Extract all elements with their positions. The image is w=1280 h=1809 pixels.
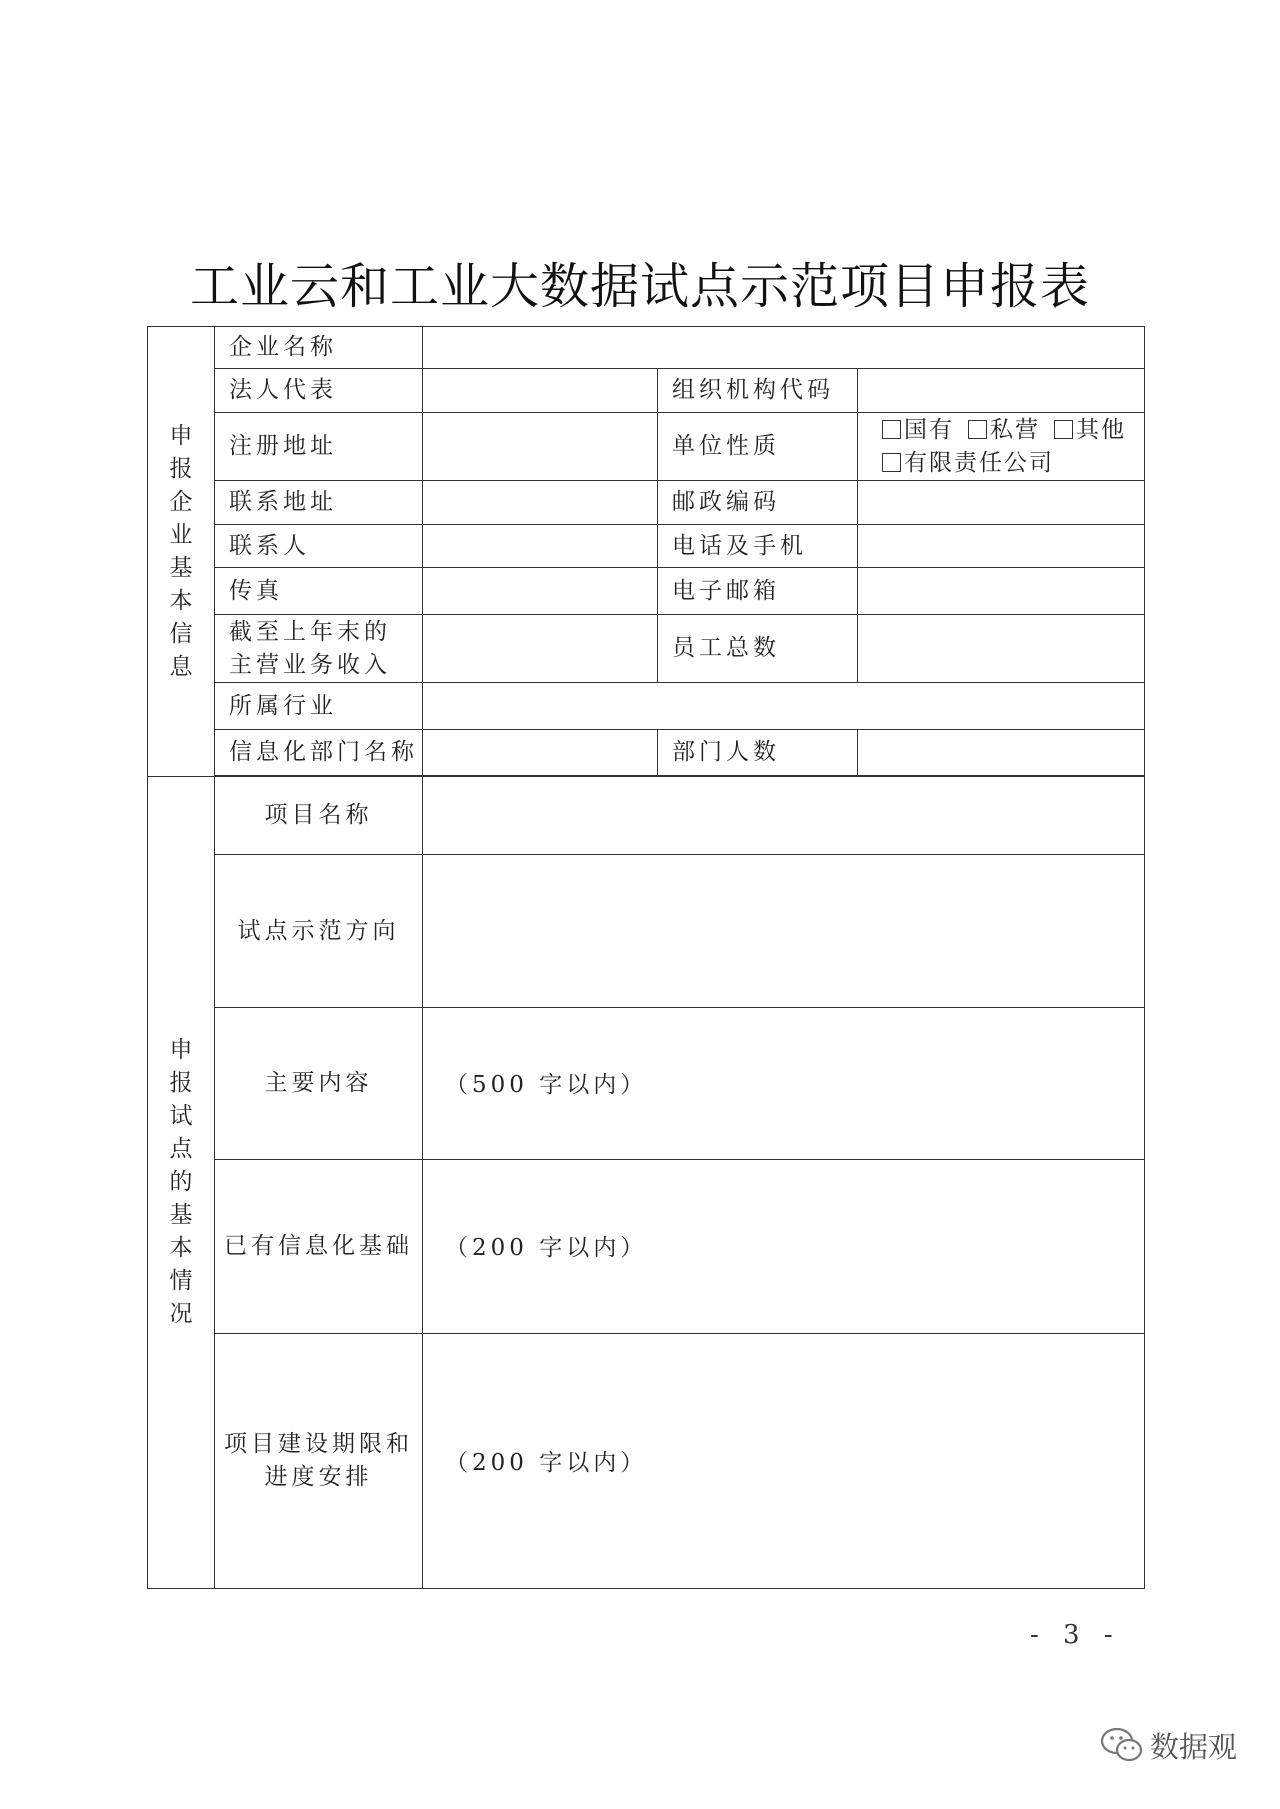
label-main-content: 主要内容 bbox=[215, 1008, 423, 1160]
field-it-foundation[interactable] bbox=[423, 1160, 1145, 1334]
watermark-text: 数据观 bbox=[1150, 1729, 1238, 1764]
label-reg-address: 注册地址 bbox=[215, 413, 423, 481]
label-direction: 试点示范方向 bbox=[215, 855, 423, 1008]
label-schedule: 项目建设期限和进度安排 bbox=[215, 1334, 423, 1589]
checkbox-icon bbox=[882, 453, 901, 472]
field-legal-rep[interactable] bbox=[423, 369, 658, 413]
label-project-name: 项目名称 bbox=[215, 777, 423, 855]
field-unit-nature bbox=[858, 413, 1145, 481]
label-contact-address: 联系地址 bbox=[215, 481, 423, 525]
label-employees: 员工总数 bbox=[658, 615, 858, 683]
field-main-content[interactable] bbox=[423, 1008, 1145, 1160]
label-legal-rep: 法人代表 bbox=[215, 369, 423, 413]
field-it-dept-name[interactable] bbox=[423, 730, 658, 776]
field-phone[interactable] bbox=[858, 525, 1145, 568]
field-contact-person[interactable] bbox=[423, 525, 658, 568]
label-revenue: 截至上年末的主营业务收入 bbox=[215, 615, 423, 683]
page-number: - 3 - bbox=[1030, 1620, 1121, 1650]
label-company-name: 企业名称 bbox=[215, 327, 423, 369]
label-unit-nature: 单位性质 bbox=[658, 413, 858, 481]
field-revenue[interactable] bbox=[423, 615, 658, 683]
field-reg-address[interactable] bbox=[423, 413, 658, 481]
field-company-name[interactable] bbox=[423, 327, 1145, 369]
field-fax[interactable] bbox=[423, 568, 658, 615]
option-state-owned[interactable]: 国有 bbox=[882, 414, 954, 447]
label-it-foundation: 已有信息化基础 bbox=[215, 1160, 423, 1334]
watermark-logo bbox=[1100, 1720, 1237, 1770]
field-project-name[interactable] bbox=[423, 777, 1145, 855]
field-industry[interactable] bbox=[423, 683, 1145, 730]
label-dept-count: 部门人数 bbox=[658, 730, 858, 776]
field-postal-code[interactable] bbox=[858, 481, 1145, 525]
checkbox-icon bbox=[968, 420, 987, 439]
option-llc[interactable]: 有限责任公司 bbox=[882, 447, 1054, 480]
section-project-info-label: 申报试点的基本情况 bbox=[148, 777, 215, 1589]
option-private[interactable]: 私营 bbox=[968, 414, 1040, 447]
field-dept-count[interactable] bbox=[858, 730, 1145, 776]
checkbox-icon bbox=[882, 420, 901, 439]
application-form-table bbox=[147, 326, 1145, 1589]
label-fax: 传真 bbox=[215, 568, 423, 615]
label-org-code: 组织机构代码 bbox=[658, 369, 858, 413]
field-direction[interactable] bbox=[423, 855, 1145, 1008]
label-email: 电子邮箱 bbox=[658, 568, 858, 615]
form-title: 工业云和工业大数据试点示范项目申报表 bbox=[189, 258, 1090, 315]
label-industry: 所属行业 bbox=[215, 683, 423, 730]
checkbox-icon bbox=[1054, 420, 1073, 439]
wechat-icon bbox=[1100, 1725, 1144, 1765]
section-company-info-label: 申报企业基本信息 bbox=[148, 327, 215, 777]
label-it-dept-name: 信息化部门名称 bbox=[215, 730, 423, 776]
label-postal-code: 邮政编码 bbox=[658, 481, 858, 525]
field-email[interactable] bbox=[858, 568, 1145, 615]
hint-main-content: （500 字以内） bbox=[445, 1072, 648, 1098]
field-employees[interactable] bbox=[858, 615, 1145, 683]
label-contact-person: 联系人 bbox=[215, 525, 423, 568]
field-schedule[interactable] bbox=[423, 1334, 1145, 1589]
field-org-code[interactable] bbox=[858, 369, 1145, 413]
field-contact-address[interactable] bbox=[423, 481, 658, 525]
label-phone: 电话及手机 bbox=[658, 525, 858, 568]
option-other[interactable]: 其他 bbox=[1054, 414, 1126, 447]
hint-it-foundation: （200 字以内） bbox=[445, 1235, 648, 1261]
hint-schedule: （200 字以内） bbox=[445, 1449, 648, 1476]
